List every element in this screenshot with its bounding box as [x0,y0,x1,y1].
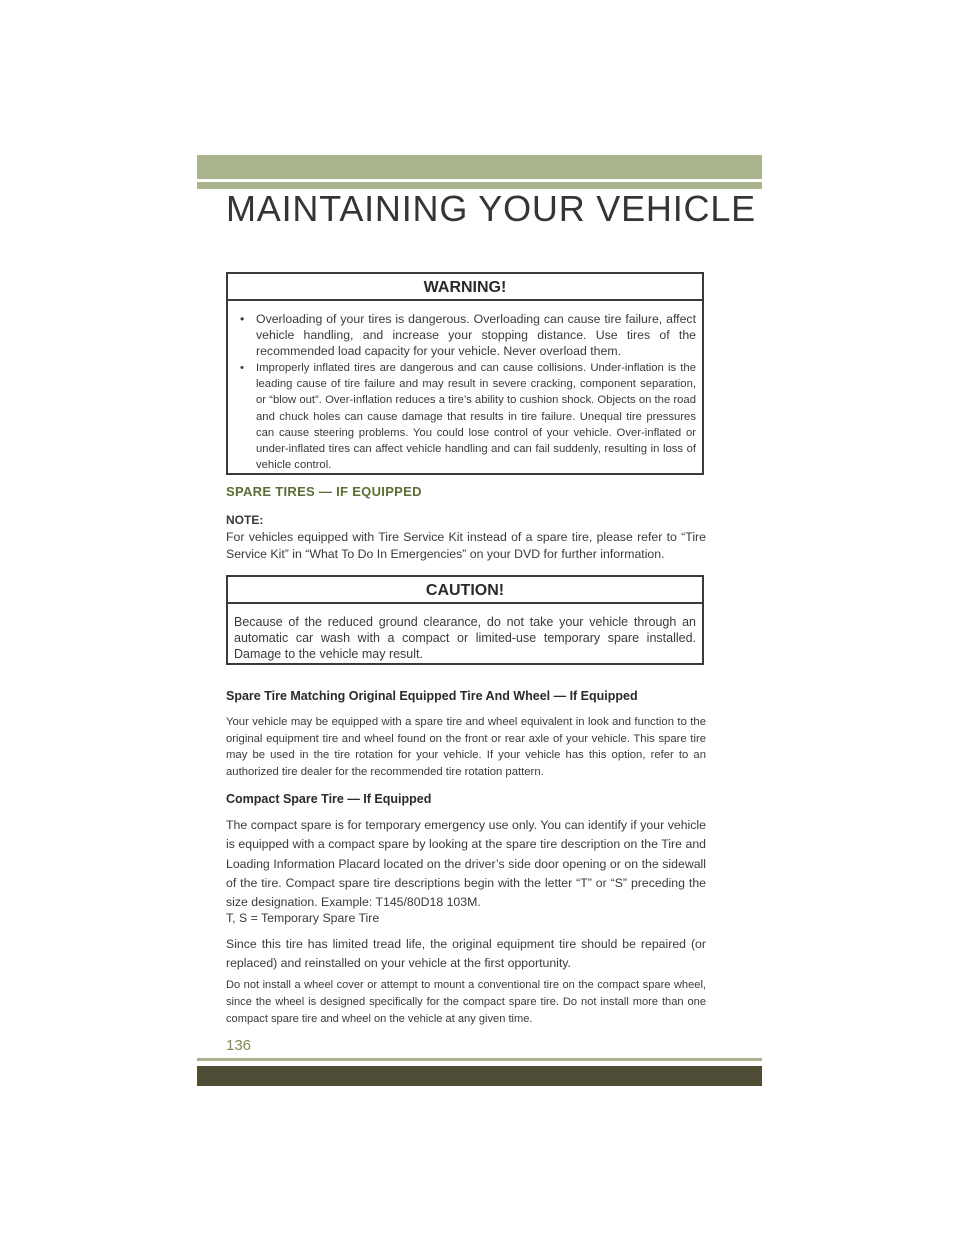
page-number: 136 [226,1037,252,1054]
header-band [197,155,762,179]
warning-box [226,272,704,475]
section-heading: SPARE TIRES — IF EQUIPPED [226,484,422,499]
note-text: For vehicles equipped with Tire Service Kit instead of a spare tire, please refer to “Tire Service Kit” in “What To Do In Emergencies” on your DVD for further information. [226,530,706,561]
chapter-title: MAINTAINING YOUR VEHICLE [226,188,756,229]
compact-paragraph-4: Do not install a wheel cover or attempt to mount a conventional tire on the compact spare wheel, since the wheel is designed specifically for the compact spare tire. Do not install more than one compact spare tire and wheel on the vehicle at any given time. [226,979,706,1025]
compact-paragraph-2: T, S = Temporary Spare Tire [226,911,380,925]
caution-title: CAUTION! [228,577,702,604]
warning-item-text: Overloading of your tires is dangerous. Overloading can cause tire failure, affect vehicle handling, and increase your stopping distance. Use tires of the recommended load capacity for your vehicle. Never overload them. [256,312,696,358]
matching-heading: Spare Tire Matching Original Equipped Tire And Wheel — If Equipped [226,689,638,703]
compact-paragraph-3: Since this tire has limited tread life, the original equipment tire should be repaired (or replaced) and reinstalled on your vehicle at the first opportunity. [226,937,706,971]
note-label: NOTE: [226,513,264,527]
warning-list [228,301,702,473]
compact-heading: Compact Spare Tire — If Equipped [226,792,432,806]
bullet-marker: • [240,312,245,326]
caution-text: Because of the reduced ground clearance, do not take your vehicle through an automatic car wash with a compact or limited-use temporary spare installed. Damage to the vehicle may result. [234,615,696,661]
bullet-marker: • [240,362,244,374]
warning-item [236,360,696,473]
warning-item-text: Improperly inflated tires are dangerous and can cause collisions. Under-inflation is the leading cause of tire failure and may result in severe cracking, component separation, or “blow out”. Over-inflation reduces a tire’s ability to cushion shock. Objects on the road and chuck holes can cause damage that results in tire failure. Unequal tire pressures can cause steering problems. You could lose control of your vehicle. Over-inflated or under-inflated tires can affect vehicle handling and can fail suddenly, resulting in loss of vehicle control. [256,362,696,472]
compact-paragraph-1: The compact spare is for temporary emergency use only. You can identify if your vehicle is equipped with a compact spare by looking at the spare tire description on the Tire and Loading Information Placard located on the driver’s side door opening or on the sidewall of the tire. Compact spare tire descriptions begin with the letter “T” or “S” preceding the size designation. Example: T145/80D18 103M. [226,818,706,910]
warning-item [236,311,696,359]
footer-rule [197,1058,762,1061]
matching-text: Your vehicle may be equipped with a spare tire and wheel equivalent in look and function to the original equipment tire and wheel found on the front or rear axle of your vehicle. This spare tire may be used in the tire rotation for your vehicle. If your vehicle has this option, refer to an authorized tire dealer for the recommended tire rotation pattern. [226,716,706,778]
warning-title: WARNING! [228,274,702,301]
footer-band [197,1066,762,1086]
caution-box [226,575,704,665]
